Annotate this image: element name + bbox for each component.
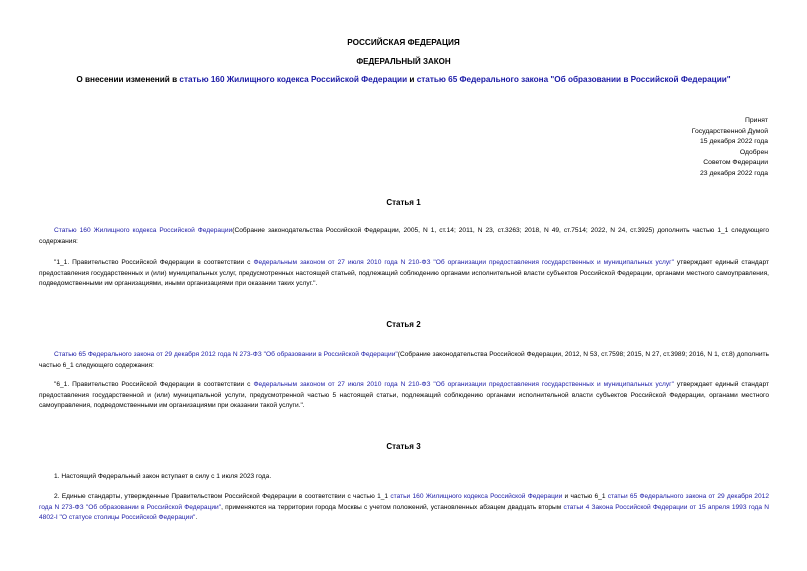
title-middle: и — [407, 75, 417, 84]
adoption-line: Советом Федерации — [703, 159, 768, 166]
document-title — [0, 75, 807, 84]
article-1-paragraph-2 — [39, 258, 769, 290]
document-country: РОССИЙСКАЯ ФЕДЕРАЦИЯ — [347, 38, 460, 47]
title-link-housing-code[interactable]: статью 160 Жилищного кодекса Российской Федерации — [179, 75, 408, 84]
link-education-law-65[interactable]: Статью 65 Федерального закона от 29 декабря 2012 года N 273-ФЗ "Об образовании в Российской Федерации" — [54, 351, 398, 358]
link-housing-code-160[interactable]: Статью 160 Жилищного кодекса Российской Федерации — [54, 227, 233, 234]
adoption-block — [692, 116, 768, 179]
article-2-paragraph-2 — [39, 380, 769, 412]
article-3-paragraph-2 — [39, 492, 769, 524]
article-3-paragraph-1: 1. Настоящий Федеральный закон вступает в силу с 1 июля 2023 года. — [54, 473, 272, 480]
paragraph-text: (Собрание законодательства Российской Федерации, 2005, N 1, ст.14; 2011, N 23, ст.3263; 2018, N 49, ст.7514; 2022, N 24, ст.3925) дополнить частью 1_1 следующего содержания: — [39, 227, 769, 245]
article-2-heading: Статья 2 — [386, 320, 421, 329]
link-education-law-65[interactable]: статьи 65 Федерального закона от 29 декабря 2012 года N 273-ФЗ "Об образовании в Российской Федерации" — [39, 493, 769, 511]
paragraph-text: , применяются на территории города Москвы с учетом положений, установленных абзацем двадцать вторым — [221, 503, 564, 511]
adoption-line: 15 декабря 2022 года — [700, 138, 768, 145]
link-law-210[interactable]: Федеральным законом от 27 июля 2010 года N 210-ФЗ "Об организации предоставления государственных и муниципальных услуг" — [253, 381, 674, 388]
adoption-line: Одобрен — [739, 148, 768, 156]
paragraph-text: утверждает единый стандарт предоставления государственных и (или) муниципальных услуг, предусмотренных настоящей статьей, подлежащий соблюдению органами исполнительной власти субъектов Российской Федерации, органами местного самоуправления, подведомственными им организациями, иными организациями при оказании таких услуг.". — [39, 259, 769, 288]
article-2-paragraph-1 — [39, 350, 769, 371]
link-capital-status-law[interactable]: статьи 4 Закона Российской Федерации от 15 апреля 1993 года N 4802-I "О статусе столицы Российской Федерации" — [39, 503, 769, 522]
document-type: ФЕДЕРАЛЬНЫЙ ЗАКОН — [356, 57, 451, 66]
paragraph-text: и частью 6_1 — [562, 493, 608, 500]
title-link-education-law[interactable]: статью 65 Федерального закона "Об образовании в Российской Федерации" — [416, 75, 731, 84]
paragraph-text: (Собрание законодательства Российской Федерации, 2012, N 53, ст.7598; 2015, N 27, ст.3989; 2016, N 1, ст.8) дополнить частью 6_1 следующего содержания: — [39, 351, 769, 369]
adoption-line: Государственной Думой — [691, 127, 768, 135]
paragraph-text: "1_1. Правительство Российской Федерации в соответствии с — [54, 259, 254, 266]
adoption-line: 23 декабря 2022 года — [700, 169, 768, 177]
link-housing-code-160[interactable]: статьи 160 Жилищного кодекса Российской Федерации — [390, 493, 563, 500]
link-law-210[interactable]: Федеральным законом от 27 июля 2010 года N 210-ФЗ "Об организации предоставления государственных и муниципальных услуг" — [253, 259, 674, 266]
article-1-heading: Статья 1 — [386, 198, 421, 207]
article-3-heading: Статья 3 — [386, 442, 421, 451]
paragraph-text: . — [195, 514, 198, 522]
paragraph-text: "6_1. Правительство Российской Федерации в соответствии с — [54, 381, 254, 388]
paragraph-text: утверждает единый стандарт предоставления государственной и (или) муниципальной услуги, предусмотренной частью 5 настоящей статьи, подлежащий соблюдению органами исполнительной власти субъектов Российской Федерации, органами местного самоуправления, подведомственными им организациями при оказании такой услуги.". — [39, 381, 769, 410]
title-prefix: О внесении изменений в — [76, 75, 180, 84]
adoption-line: Принят — [744, 117, 768, 124]
paragraph-text: 2. Единые стандарты, утвержденные Правительством Российской Федерации в соответствии с частью 1_1 — [54, 493, 391, 500]
article-1-paragraph-1 — [39, 226, 769, 247]
